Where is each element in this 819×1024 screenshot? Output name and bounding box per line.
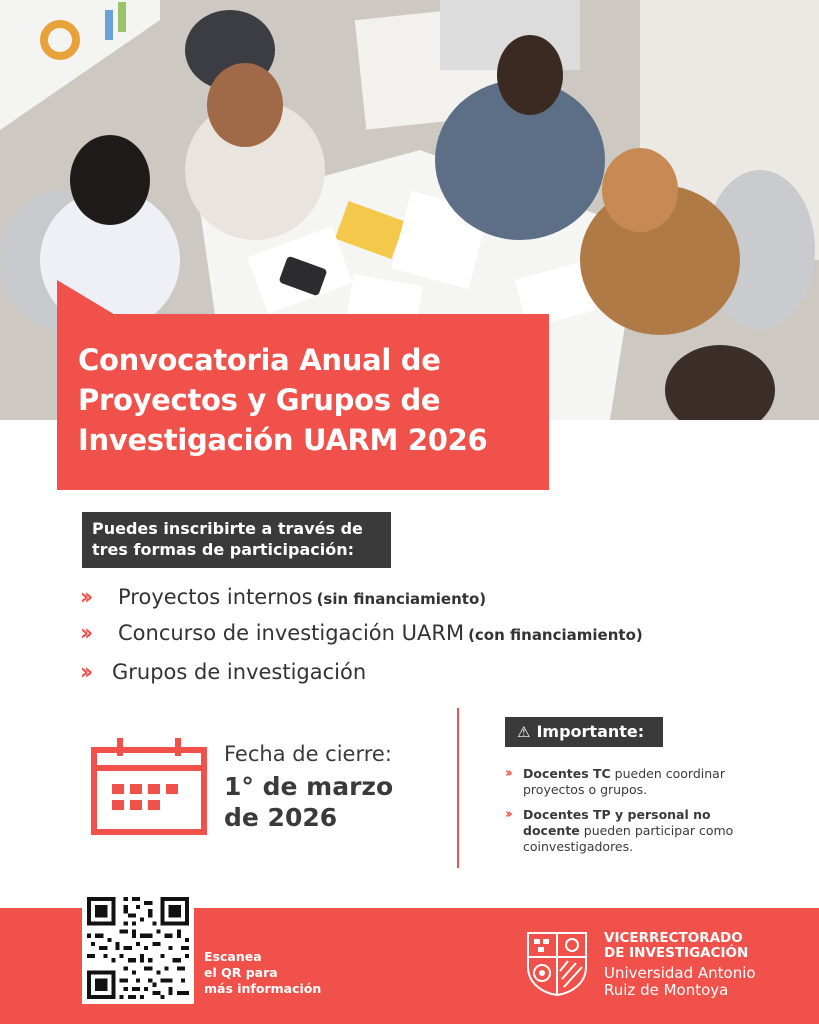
calendar-icon [90, 738, 208, 836]
warning-icon: ⚠ [517, 723, 531, 741]
deadline-label: Fecha de cierre: [224, 742, 392, 766]
intro-line: tres formas de participación: [92, 540, 355, 559]
intro-line: Puedes inscribirte a través de [92, 519, 363, 538]
double-chevron-icon: ›› [505, 807, 510, 822]
university-crest-icon [526, 931, 588, 997]
participation-intro [82, 512, 391, 568]
double-chevron-icon: ›› [505, 766, 510, 781]
option-label: Grupos de investigación [112, 660, 367, 684]
option-note: (con financiamiento) [468, 626, 643, 644]
qr-code-icon [87, 897, 189, 999]
item-bold: Docentes TP y personal no docente [523, 807, 711, 838]
qr-caption-line: el QR para [204, 965, 278, 980]
qr-caption [204, 949, 321, 997]
deadline-line: de 2026 [224, 803, 338, 832]
option-note: (sin financiamiento) [316, 590, 487, 608]
item-text: pueden participar como coinvestigadores. [523, 823, 734, 854]
title-flag [57, 280, 117, 316]
double-chevron-icon: ›› [80, 585, 89, 610]
important-item [505, 807, 765, 855]
qr-caption-line: Escanea [204, 949, 262, 964]
university-line: Universidad Antonio [604, 964, 756, 982]
deadline-line: 1° de marzo [224, 772, 394, 801]
option-label: Concurso de investigación UARM [118, 621, 465, 645]
title-line: Convocatoria Anual de [78, 343, 441, 377]
qr-code[interactable] [82, 892, 194, 1004]
option-label: Proyectos internos [118, 585, 313, 609]
option-research-contest [80, 621, 643, 646]
double-chevron-icon: ›› [80, 621, 89, 646]
title-line: Proyectos y Grupos de [78, 383, 441, 417]
university-line: Ruiz de Montoya [604, 981, 729, 999]
double-chevron-icon: ›› [80, 660, 89, 685]
unit-line: DE INVESTIGACIÓN [604, 945, 749, 961]
qr-caption-line: más información [204, 981, 322, 996]
unit-line: VICERRECTORADO [604, 930, 743, 946]
option-research-groups [80, 660, 366, 685]
important-title: Importante: [536, 722, 645, 741]
title-line: Investigación UARM 2026 [78, 423, 488, 457]
vertical-divider [457, 708, 459, 868]
item-text: pueden coordinar proyectos o grupos. [523, 766, 725, 797]
option-internal-projects [80, 585, 486, 610]
vicerrectorado-label [604, 931, 748, 961]
deadline-value [224, 771, 444, 833]
main-title [78, 340, 538, 460]
important-header [505, 717, 663, 747]
important-item [505, 766, 765, 798]
university-name [604, 965, 756, 999]
item-bold: Docentes TC [523, 766, 611, 781]
